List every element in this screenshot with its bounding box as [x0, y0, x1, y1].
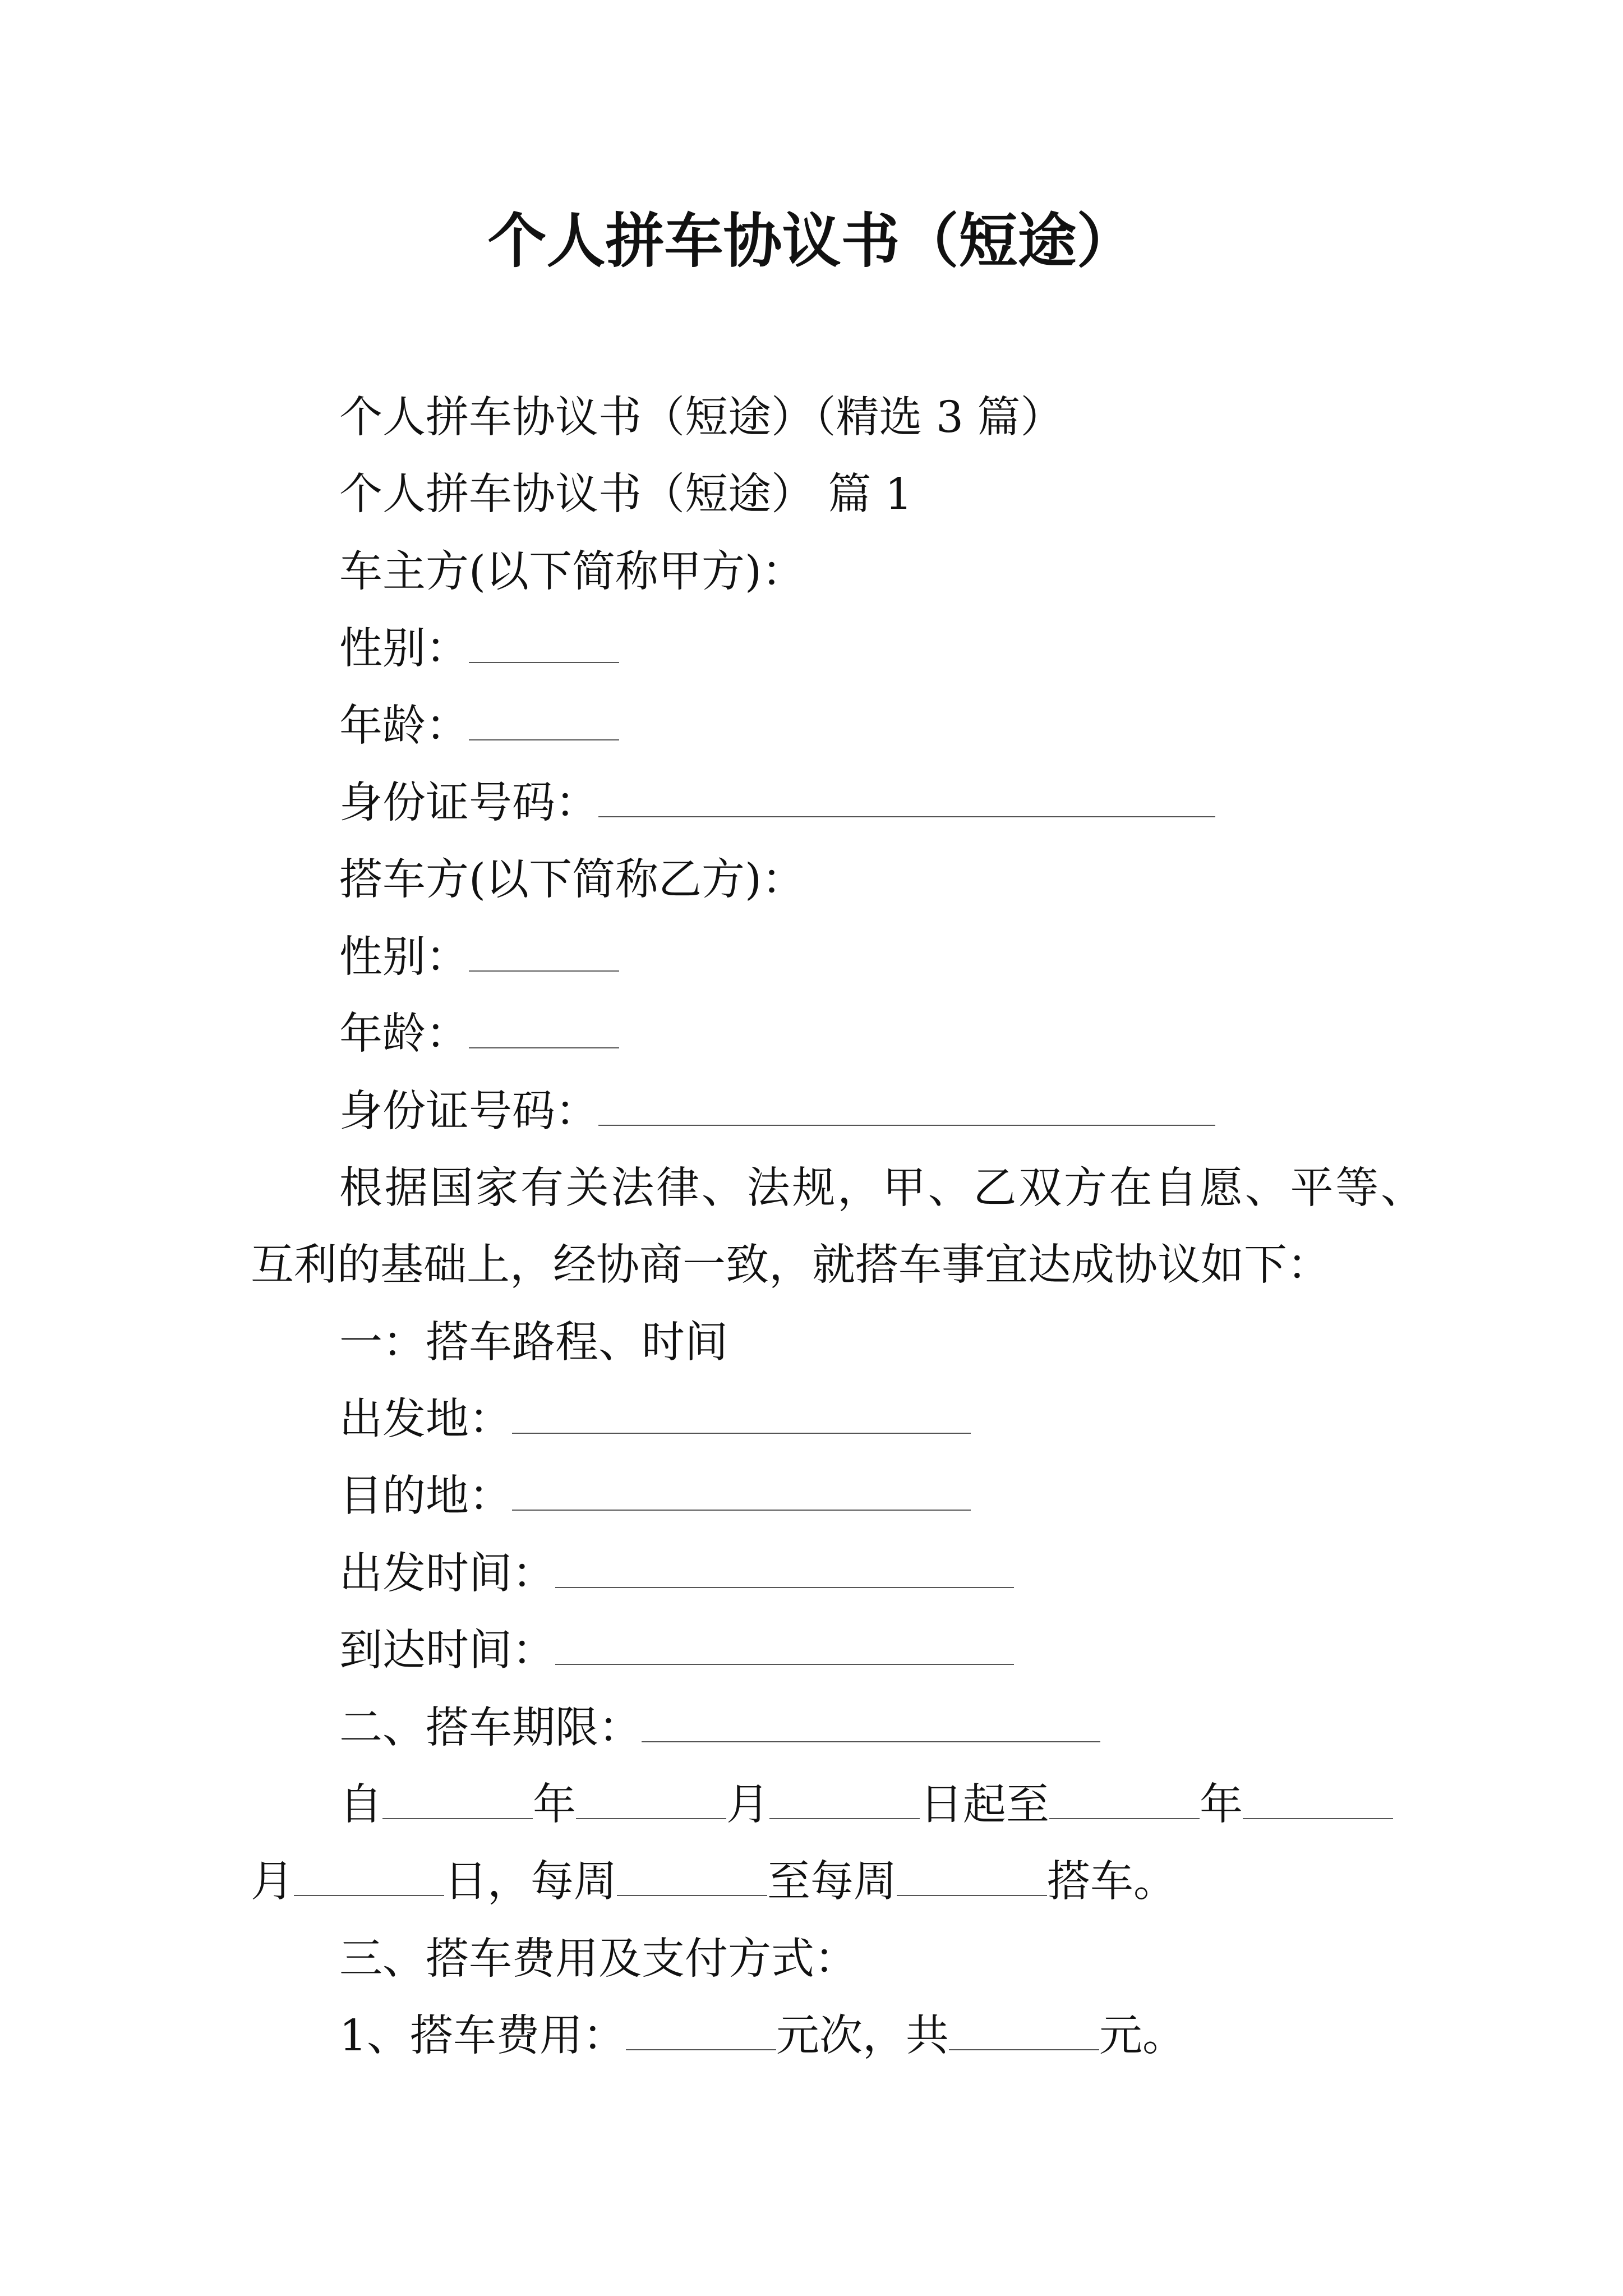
section2-heading: 二、搭车期限：: [339, 1703, 642, 1753]
date-range-line-2: [251, 1843, 1484, 1920]
fee-total-unit: 元。: [1099, 2011, 1186, 2062]
party-b-age-blank: [469, 1047, 619, 1048]
arrival-label: 到达时间：: [339, 1626, 555, 1676]
destination-row: [251, 1458, 1484, 1535]
party-a-heading: 车主方(以下简称甲方)：: [339, 546, 805, 597]
party-a-age-label: 年龄：: [339, 701, 469, 751]
start-year-blank: [382, 1818, 533, 1819]
start-day-blank: [769, 1818, 920, 1819]
party-b-age-row: [251, 996, 1484, 1073]
period-blank: [642, 1741, 1100, 1742]
document-title: 个人拼车协议书（短途）: [487, 206, 1136, 275]
party-b-gender-blank: [469, 970, 619, 972]
origin-row: [251, 1381, 1484, 1458]
origin-blank: [512, 1433, 971, 1434]
end-month-blank: [1243, 1818, 1393, 1819]
party-a-id-label: 身份证号码：: [339, 777, 598, 828]
fee-total-blank: [949, 2049, 1099, 2050]
end-day-blank: [294, 1895, 444, 1896]
destination-label: 目的地：: [339, 1471, 512, 1522]
date-end: 搭车。: [1047, 1857, 1177, 1907]
party-a-age-blank: [469, 739, 619, 740]
origin-label: 出发地：: [339, 1395, 512, 1445]
arrival-row: [251, 1612, 1484, 1689]
party-a-id-blank: [598, 816, 1215, 817]
part-title: 个人拼车协议书（短途） 篇 1: [339, 470, 912, 520]
fee-row: [251, 1998, 1484, 2074]
section1-heading: 一：搭车路程、时间: [339, 1317, 728, 1368]
date-year-2: 年: [1200, 1780, 1243, 1830]
party-b-gender-label: 性别：: [339, 932, 469, 982]
date-from: 自: [339, 1780, 382, 1830]
preamble-text-1: 根据国家有关法律、法规，甲、乙双方在自愿、平等、: [339, 1163, 1424, 1213]
party-b-id-blank: [598, 1125, 1215, 1126]
date-day-1: 日起至: [920, 1780, 1049, 1830]
start-month-blank: [576, 1818, 726, 1819]
section2-row: [251, 1690, 1484, 1766]
date-range-line-1: [251, 1766, 1484, 1843]
section3-heading: 三、搭车费用及支付方式：: [339, 1934, 857, 1984]
departure-row: [251, 1535, 1484, 1612]
date-month-1: 月: [726, 1780, 769, 1830]
preamble-line-2: 互利的基础上，经协商一致，就搭车事宜达成协议如下：: [251, 1240, 1330, 1291]
fee-per-trip-unit: 元次，共: [776, 2011, 949, 2062]
party-a-gender-label: 性别：: [339, 624, 469, 674]
preamble-line-1: [251, 1150, 1484, 1227]
party-a-gender-blank: [469, 662, 619, 663]
party-b-age-label: 年龄：: [339, 1009, 469, 1060]
end-year-blank: [1049, 1818, 1200, 1819]
fee-label: 1、搭车费用：: [339, 2011, 626, 2062]
party-a-age-row: [251, 688, 1484, 765]
weekday-end-blank: [897, 1895, 1047, 1896]
departure-blank: [555, 1587, 1014, 1588]
collection-title: 个人拼车协议书（短途）（精选 3 篇）: [339, 393, 1064, 443]
party-b-id-row: [251, 1073, 1484, 1150]
party-b-heading: 搭车方(以下简称乙方)：: [339, 855, 805, 905]
date-day-2: 日，每周: [444, 1857, 617, 1907]
departure-label: 出发时间：: [339, 1548, 555, 1599]
document-body: [251, 379, 1484, 2075]
fee-per-trip-blank: [626, 2049, 776, 2050]
date-year-1: 年: [533, 1780, 576, 1830]
date-month-2: 月: [251, 1857, 294, 1907]
party-b-id-label: 身份证号码：: [339, 1086, 598, 1137]
party-a-gender-row: [251, 610, 1484, 687]
party-a-id-row: [251, 765, 1484, 841]
weekday-to: 至每周: [767, 1857, 897, 1907]
weekday-start-blank: [617, 1895, 767, 1896]
party-b-gender-row: [251, 919, 1484, 996]
arrival-blank: [555, 1664, 1014, 1665]
destination-blank: [512, 1510, 971, 1511]
